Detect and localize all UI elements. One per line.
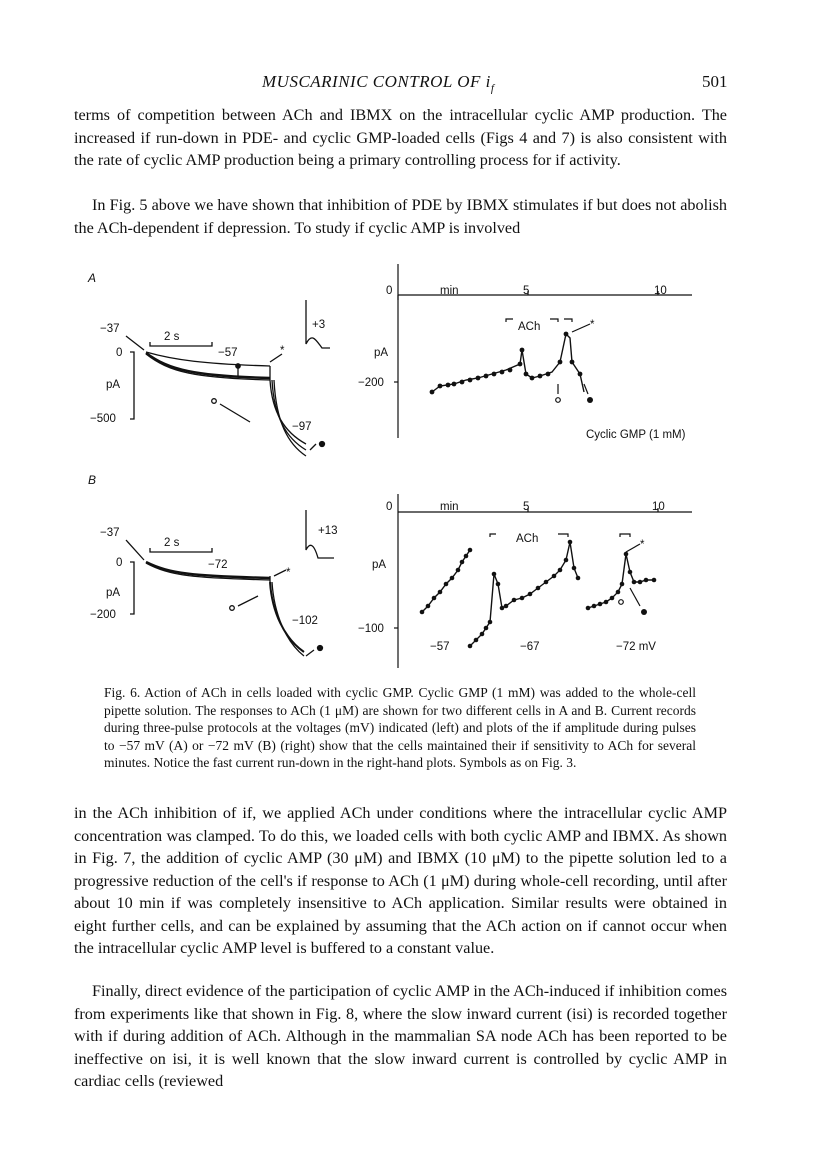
a-plot-star: * [590, 319, 595, 331]
b-plot-drug: ACh [516, 533, 539, 545]
a-plot-condition: Cyclic GMP (1 mM) [586, 429, 686, 441]
b-test-voltage: −72 [208, 559, 228, 571]
a-drug-bar-2 [550, 319, 558, 322]
panel-b-traces [90, 510, 338, 656]
b-holding-voltage: −37 [100, 527, 120, 539]
a-scale-label: −500 [90, 413, 116, 425]
a-open-circle-marker [212, 399, 217, 404]
a-tail-2 [272, 380, 306, 450]
paragraph-1: terms of competition between ACh and IBMX on the intracellular cyclic AMP production. The increased if run-down in PDE- and cyclic GMP-loaded cells (Figs 4 and 7) is also consistent with the rate of cyclic AMP production being a primary controlling process for if activity. [74, 106, 727, 169]
a-zero-label: 0 [116, 347, 123, 359]
b-scale-bar [130, 562, 134, 614]
b-holding-pointer [126, 540, 144, 560]
a-plot-open-point [556, 398, 561, 403]
figure-6-graphic [74, 262, 742, 682]
b-star-pointer [274, 570, 286, 576]
b-plot-voltage-3: −72 mV [616, 641, 656, 653]
a-plot-tick-5: 5 [523, 285, 530, 297]
b-plot-star: * [640, 539, 645, 551]
paragraph-2: In Fig. 5 above we have shown that inhibition of PDE by IBMX stimulates if but does not abolish the ACh-dependent if depression. To study if cyclic AMP is involved [74, 196, 727, 237]
figure-caption: Fig. 6. Action of ACh in cells loaded with cyclic GMP. Cyclic GMP (1 mM) was added to the whole-cell pipette solution. The responses to ACh (1 μM) are shown for two different cells in A and B. Current records during three-pulse protocols at the voltages (mV) indicated (left) and plots of the if amplitude during pulses to −57 mV (A) or −72 mV (B) (right) show that the cells maintained their if sensitivity to ACh for several minutes. Notice the fast current run-down in the right-hand plots. Symbols as on Fig. 3. [104, 685, 696, 770]
a-filled-marker-pointer [310, 444, 316, 450]
b-drug-bar-1 [490, 534, 496, 537]
b-plot-y-tick: −100 [358, 623, 384, 635]
a-plot-unit: pA [374, 347, 389, 359]
b-star-marker: * [286, 567, 291, 579]
b-plot-tick-5: 5 [523, 501, 530, 513]
a-depol-voltage: +3 [312, 319, 326, 331]
page-header [0, 72, 816, 94]
paragraph-3: in the ACh inhibition of if, we applied ACh under conditions where the intracellular cyclic AMP concentration was clamped. To do this, we loaded cells with both cyclic AMP and IBMX. As shown in Fig. 7, the addition of cyclic AMP (30 μM) and IBMX (10 μM) to the pipette solution led to a progressive reduction of the cell's if response to ACh (1 μM) during whole-cell recording, until after about 10 min if was completely insensitive to ACh application. Similar results were obtained in eight further cells, and can be explained by assuming that the ACh action on if cannot occur when the intracellular cyclic AMP level is buffered to a constant value. [74, 804, 727, 957]
b-plot-series-1 [422, 550, 470, 612]
a-star-marker: * [280, 345, 285, 357]
b-depol-voltage: +13 [318, 525, 338, 537]
a-open-pointer [220, 404, 250, 422]
a-tail-3 [274, 380, 306, 456]
a-unit-label: pA [106, 379, 121, 391]
panel-b-plot [358, 494, 692, 668]
a-test-voltage: −57 [218, 347, 238, 359]
b-timebar [150, 548, 212, 552]
b-unit-label: pA [106, 587, 121, 599]
a-diamond-marker [236, 364, 240, 368]
b-plot-zero: 0 [386, 501, 393, 513]
b-drug-bar-2 [558, 534, 568, 537]
a-plot-star-pointer [572, 324, 590, 332]
b-plot-star-pointer [626, 544, 640, 552]
a-hyper-voltage: −97 [292, 421, 312, 433]
b-zero-label: 0 [116, 557, 123, 569]
b-timebar-label: 2 s [164, 537, 180, 549]
b-open-circle-marker [230, 606, 235, 611]
panel-a-plot [358, 264, 692, 441]
a-plot-zero: 0 [386, 285, 393, 297]
a-drug-bar-1 [506, 319, 513, 322]
b-filled-circle-marker [318, 646, 323, 651]
b-plot-voltage-2: −67 [520, 641, 540, 653]
b-plot-points [420, 540, 657, 649]
b-filled-marker-pointer [306, 650, 314, 656]
a-drug-bar-3 [564, 319, 572, 322]
b-open-pointer [238, 596, 258, 606]
a-plot-y-tick: −200 [358, 377, 384, 389]
b-hyper-voltage: −102 [292, 615, 318, 627]
b-plot-time-unit: min [440, 501, 459, 513]
b-scale-label: −200 [90, 609, 116, 621]
b-plot-voltage-1: −57 [430, 641, 450, 653]
b-drug-bar-3 [620, 534, 630, 537]
a-plot-time-unit: min [440, 285, 459, 297]
b-plot-unit: pA [372, 559, 387, 571]
running-title: MUSCARINIC CONTROL OF $i_f$ [262, 72, 495, 95]
a-plot-drug: ACh [518, 321, 541, 333]
b-plot-tick-10: 10 [652, 501, 665, 513]
a-plot-tick-10: 10 [654, 285, 667, 297]
page-number: 501 [702, 72, 728, 91]
a-holding-voltage: −37 [100, 323, 120, 335]
a-trace-3 [146, 354, 270, 380]
figure-6 [74, 262, 742, 682]
a-filled-circle-marker [320, 442, 325, 447]
a-timebar-label: 2 s [164, 331, 180, 343]
a-scale-bar [130, 352, 134, 419]
a-timebar [150, 342, 212, 346]
panel-b-label: B [88, 473, 97, 487]
paragraph-4: Finally, direct evidence of the participation of cyclic AMP in the ACh-induced if inhibition comes from experiments like that shown in Fig. 8, where the slow inward current (isi) is recorded together with if during addition of ACh. Although in the mammalian SA node ACh has been reported to be ineffective on isi, it is well known that the slow inward current is controlled by cyclic AMP in cardiac cells (reviewed [74, 982, 727, 1090]
panel-a-label: A [88, 271, 97, 285]
b-plot-open-point [619, 600, 624, 605]
b-plot-series-2 [470, 542, 578, 646]
a-holding-pointer [126, 336, 144, 350]
panel-a-traces [90, 300, 330, 456]
